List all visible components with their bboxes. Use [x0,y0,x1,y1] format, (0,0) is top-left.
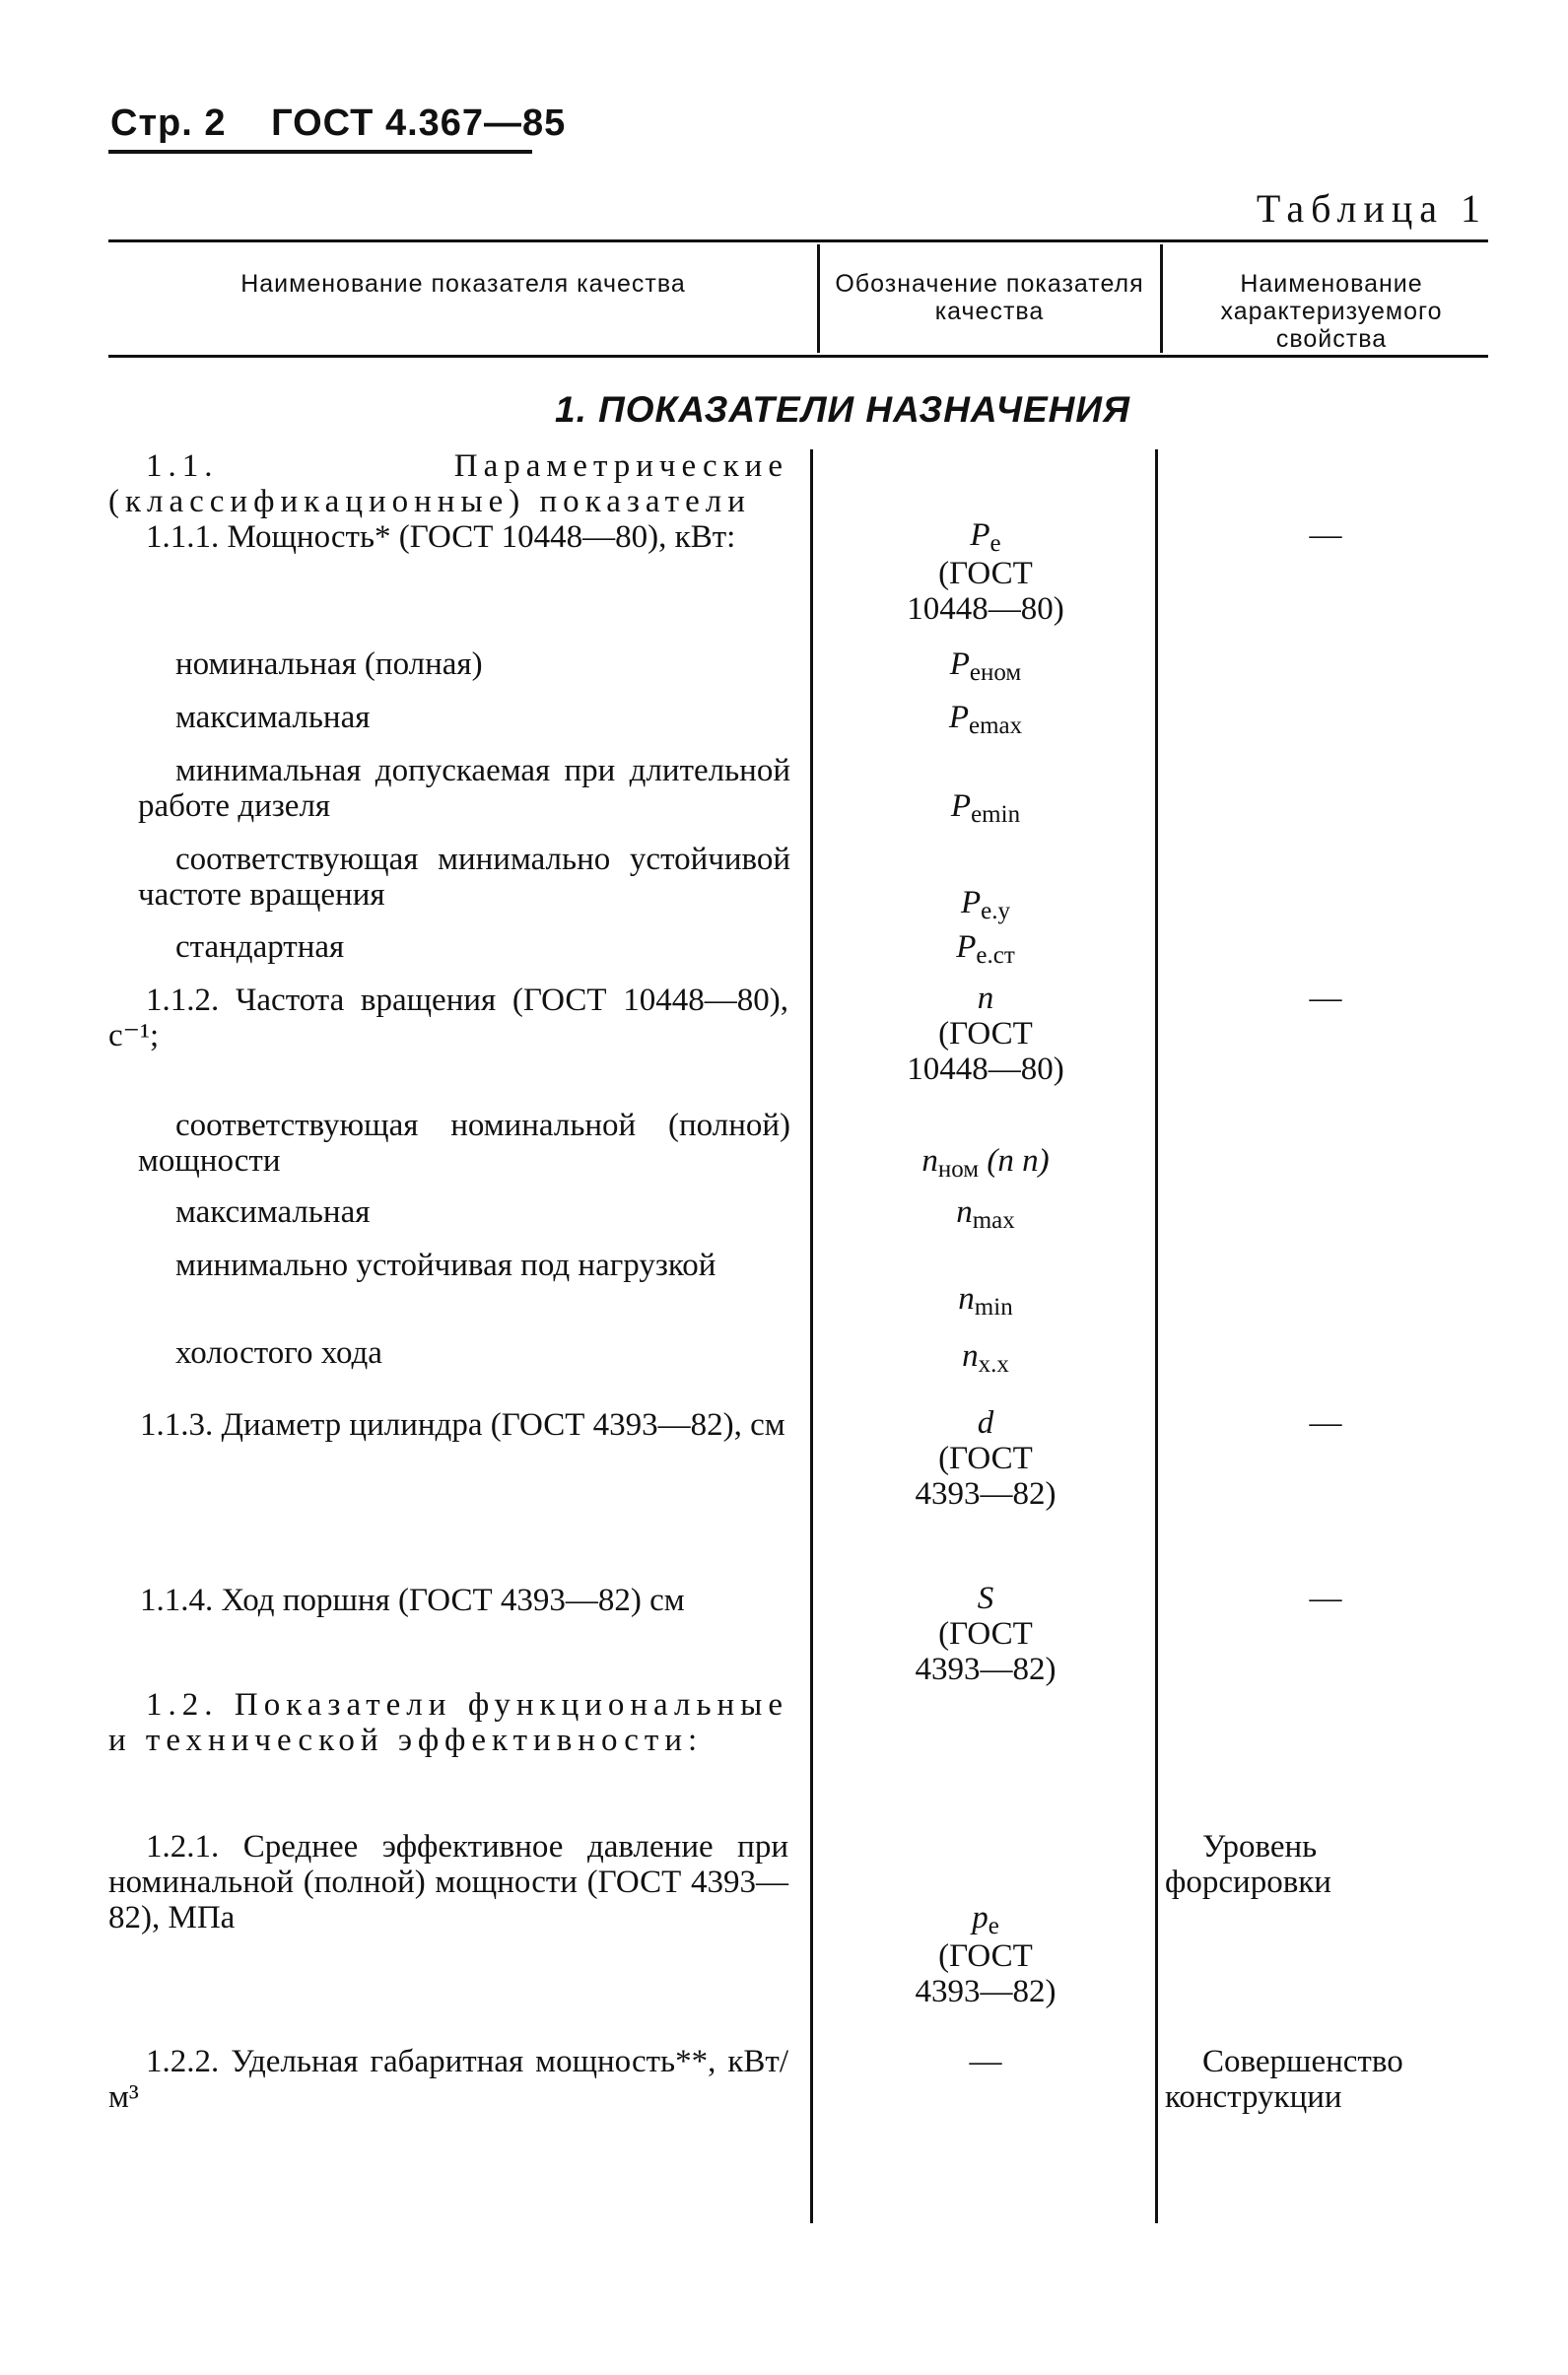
symbol-ref: 4393—82) [915,1652,1057,1687]
symbol-main: P [950,788,972,824]
row-power-min-symbol [818,788,1153,827]
symbol-ref: (ГОСТ [938,1016,1033,1052]
symbol-sub: ном [937,1156,980,1183]
row-1-1-3-property: — [1309,1405,1342,1441]
row-speed-min-symbol [818,1281,1153,1320]
symbol-sub: e [988,1913,999,1939]
row-power-st-name: стандартная [175,929,345,965]
symbol-ref: 10448—80) [907,591,1064,627]
symbol-ref: 4393—82) [915,1974,1057,2009]
row-1-1-2-property: — [1309,981,1342,1016]
symbol-main: P [960,885,982,920]
row-speed-nominal-symbol [818,1143,1153,1182]
row-power-max-symbol [818,700,1153,738]
row-1-1-1-name: 1.1.1. Мощность* (ГОСТ 10448—80), кВт: [146,519,736,555]
symbol-ref: (ГОСТ [938,1616,1033,1652]
symbol-main: n [958,1281,975,1317]
table-top-rule [108,239,1488,242]
row-1-2-1-symbol [818,1900,1153,2009]
table-label: Таблица 1 [1256,186,1487,231]
table-header-bottom-rule [108,355,1488,358]
row-1-2-name: 1.2. Показатели функциональные и технической эффективности: [108,1687,788,1758]
row-speed-min-name: минимально устойчивая под нагрузкой [175,1248,716,1283]
running-head [110,102,566,145]
symbol-main: n [977,981,994,1016]
symbol-sub: emax [969,712,1023,739]
symbol-main: P [948,700,970,735]
symbol-sub: eном [969,659,1022,686]
row-1-1-3-name: 1.1.3. Диаметр цилиндра (ГОСТ 4393—82), см [140,1407,785,1443]
symbol-main: P [949,646,970,682]
row-1-1-4-property: — [1309,1581,1342,1616]
body-divider-2 [1155,449,1158,2223]
row-power-ey-symbol [818,885,1153,923]
symbol-sub: х.х [978,1351,1009,1378]
row-speed-idle-symbol [818,1338,1153,1377]
row-1-1-1-symbol [818,517,1153,627]
row-power-ey-name: соответствующая минимально устойчивой частоте вращения [138,842,790,913]
symbol-ref: 4393—82) [915,1476,1057,1512]
section-title: 1. ПОКАЗАТЕЛИ НАЗНАЧЕНИЯ [555,389,1130,430]
row-power-max-name: максимальная [175,700,371,735]
symbol-ref: (ГОСТ [938,1938,1033,1974]
row-1-2-1-property: Уровень форсировки [1165,1829,1331,1900]
symbol-extra: (n п) [987,1143,1050,1179]
body-divider-1 [810,449,813,2223]
symbol-sub: max [972,1207,1015,1234]
row-speed-max-symbol [818,1194,1153,1233]
row-power-nominal-symbol [818,646,1153,685]
symbol-sub: min [974,1294,1013,1321]
symbol-ref: (ГОСТ [938,556,1033,591]
symbol-main: P [956,929,977,965]
row-speed-nominal-name: соответствующая номинальной (полной) мощности [138,1108,790,1179]
standard-number: ГОСТ 4.367—85 [271,102,567,144]
symbol-main: n [921,1143,938,1179]
symbol-main: S [977,1581,994,1616]
symbol-main: n [962,1338,979,1374]
row-speed-idle-name: холостого хода [175,1335,382,1371]
row-1-1-2-symbol [818,981,1153,1087]
symbol-main: d [977,1405,994,1441]
page-label: Стр. 2 [110,102,227,144]
row-1-1-3-symbol [818,1405,1153,1512]
row-1-1-4-name: 1.1.4. Ход поршня (ГОСТ 4393—82) см [140,1583,685,1618]
row-power-min-name: минимальная допускаемая при длительной работе дизеля [138,753,790,824]
header-divider-2 [1160,244,1163,353]
row-1-2-1-name: 1.2.1. Среднее эффективное давление при номинальной (полной) мощности (ГОСТ 4393—82), МПа [108,1829,788,1935]
symbol-sub: e.ст [976,942,1015,969]
symbol-sub: emin [971,801,1021,828]
symbol-ref: 10448—80) [907,1052,1064,1087]
header-rule [108,150,532,154]
symbol-main: p [972,1900,989,1935]
row-power-st-symbol [818,929,1153,968]
symbol-sub: e.у [981,898,1011,924]
symbol-main: n [956,1194,973,1230]
row-1-2-2-property: Совершенство конструкции [1165,2044,1403,2115]
header-divider-1 [817,244,820,353]
symbol-main: P [970,517,990,553]
symbol-sub: e [989,530,1001,557]
column-header-name: Наименование показателя качества [240,270,686,298]
row-speed-max-name: максимальная [175,1194,371,1230]
row-1-1-name: 1.1. Параметрические (классификационные) показатели [108,448,788,519]
symbol-ref: (ГОСТ [938,1441,1033,1476]
row-1-2-2-symbol: — [969,2044,1002,2079]
row-1-1-1-property: — [1309,517,1342,553]
row-1-1-2-name: 1.1.2. Частота вращения (ГОСТ 10448—80), с⁻¹; [108,983,788,1053]
row-1-2-2-name: 1.2.2. Удельная габаритная мощность**, кВт/м³ [108,2044,788,2115]
column-header-symbol: Обозначение показателя качества [835,270,1144,325]
row-power-nominal-name: номинальная (полная) [175,646,483,682]
row-1-1-4-symbol [818,1581,1153,1687]
column-header-property: Наименование характеризуемого свойства [1220,270,1443,353]
